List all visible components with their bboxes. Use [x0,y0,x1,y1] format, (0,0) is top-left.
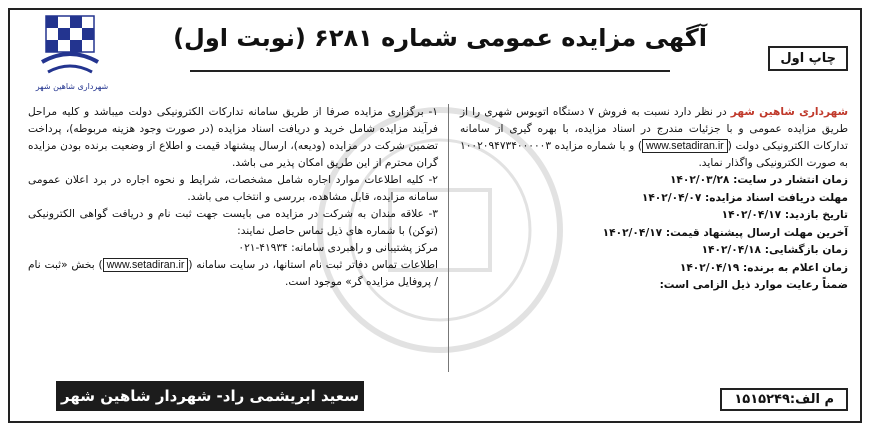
organization-name: شهرداری شاهین شهر [730,106,848,118]
logo-caption: شهرداری شاهین شهر [35,82,109,91]
opening-date: زمان بازگشایی: ۱۴۰۲/۰۴/۱۸ [701,244,848,256]
requirements-note: ضمناً رعایت موارد ذیل الزامی است: [659,279,848,291]
setadiran-link-2[interactable]: www.setadiran.ir [103,258,189,272]
visit-date: تاریخ بازدید: ۱۴۰۲/۰۴/۱۷ [721,209,848,221]
intro-text: در نظر دارد نسبت به فروش ۷ دستگاه اتوبوس شهری را از طریق مزایده عمومی و با جزئیات مندرج در اسناد مزایده، با بهره گیری از سامانه تدارکات الکترونیکی دولت ( [460,106,848,152]
notice-title: آگهی مزایده عمومی شماره ۶۲۸۱ (نوبت اول) [173,24,707,52]
title-underline [190,70,670,72]
condition-3: ۳- علاقه مندان به شرکت در مزایده می بایست جهت ثبت نام و دریافت گواهی الکترونیکی (توکن) با شماره های ذیل تماس حاصل نمایند: [28,208,438,237]
reference-number: م الف:۱۵۱۵۲۴۹ [720,388,848,411]
column-divider [448,104,449,372]
registration-info [28,257,438,291]
setadiran-link[interactable]: www.setadiran.ir [642,139,728,153]
mayor-signature: سعید ابریشمی راد- شهردار شاهین شهر [56,381,364,411]
edition-badge: چاپ اول [768,46,848,71]
intro-text-end: ) و با شماره مزایده ۱۰۰۲۰۹۴۷۳۴۰۰۰۰۰۳ به صورت الکترونیکی واگذار نماید. [460,140,848,169]
shahin-shahr-emblem-icon [22,12,122,86]
documents-deadline: مهلت دریافت اسناد مزایده: ۱۴۰۲/۰۴/۰۷ [641,191,848,204]
bid-deadline: آخرین مهلت ارسال پیشنهاد قیمت: ۱۴۰۲/۰۴/۱۷ [602,226,848,239]
registration-info-end: ) بخش «ثبت نام / پروفایل مزایده گر» موجود است. [28,259,438,288]
notice-conditions-column [28,104,438,291]
registration-info-text: اطلاعات تماس دفاتر ثبت نام استانها، در سایت سامانه ( [188,259,439,271]
notice-main-column [460,104,848,295]
condition-2: ۲- کلیه اطلاعات موارد اجاره شامل مشخصات، شرایط و نحوه اجاره در برد اعلان عمومی سامانه مزایده، قابل مشاهده، بررسی و انتخاب می باشد. [28,174,438,203]
support-center-phone: مرکز پشتیبانی و راهبردی سامانه: ۴۱۹۳۴-۰۲۱ [238,242,438,254]
notice-intro [460,104,848,172]
winner-announcement-date: زمان اعلام به برنده: ۱۴۰۲/۰۴/۱۹ [679,261,848,274]
condition-1: ۱- برگزاری مزایده صرفا از طریق سامانه تدارکات الکترونیکی دولت میباشد و کلیه مراحل فرآیند مزایده شامل خرید و دریافت اسناد مزایده (در صورت وجود هزینه مربوطه)، پرداخت تضمین شرکت در مزایده (ودیعه)، ارسال پیشنهاد قیمت و اطلاع از وضعیت برنده بودن مزایده گران محترم از این طریق امکان پذیر می باشد. [28,106,438,169]
municipality-logo [22,12,122,96]
publish-date: زمان انتشار در سایت: ۱۴۰۲/۰۳/۲۸ [669,174,848,186]
notice-frame [8,8,862,423]
